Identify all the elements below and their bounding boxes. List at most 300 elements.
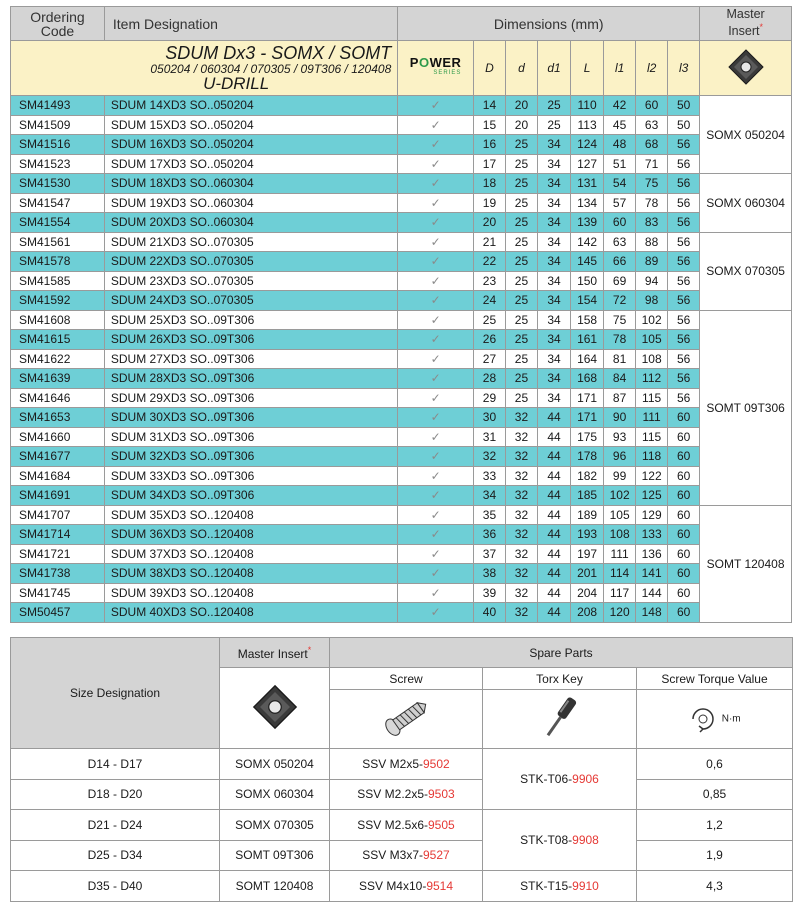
dim-L-cell: 150 (571, 271, 604, 291)
spare-parts-row (11, 871, 793, 902)
check-icon: ✓ (398, 115, 474, 135)
dim-header-l1: l1 (604, 41, 636, 96)
size-designation-cell: D21 - D24 (11, 810, 220, 841)
screw-code: 9503 (428, 787, 455, 802)
dim-L-cell: 171 (571, 408, 604, 428)
ordering-code-cell: SM41677 (11, 447, 105, 467)
dim-D-cell: 16 (473, 135, 505, 155)
torque-value-cell: 4,3 (637, 871, 793, 902)
ordering-code-cell: SM41523 (11, 154, 105, 174)
product-title-main: SDUM Dx3 - SOMX / SOMT (165, 42, 392, 63)
torx-key-header: Torx Key (483, 668, 637, 690)
dim-l1-cell: 72 (604, 291, 636, 311)
item-designation-cell: SDUM 30XD3 SO..09T306 (104, 408, 397, 428)
torque-unit: N·m (721, 713, 741, 725)
dim-l2-cell: 118 (636, 447, 668, 467)
dim-D-cell: 22 (473, 252, 505, 272)
ordering-code-cell: SM41493 (11, 96, 105, 116)
dim-l2-cell: 108 (636, 349, 668, 369)
dim-l1-cell: 105 (604, 505, 636, 525)
title-row (11, 41, 792, 96)
ordering-code-header (11, 7, 105, 41)
ordering-code-cell: SM41622 (11, 349, 105, 369)
dim-D-cell: 37 (473, 544, 505, 564)
dim-d-cell: 32 (505, 466, 537, 486)
dim-l2-cell: 125 (636, 486, 668, 506)
dim-l2-cell: 122 (636, 466, 668, 486)
item-designation-cell: SDUM 23XD3 SO..070305 (104, 271, 397, 291)
check-icon: ✓ (398, 525, 474, 545)
table-row (11, 291, 792, 311)
dim-l3-cell: 60 (668, 505, 700, 525)
dim-l1-cell: 78 (604, 330, 636, 350)
dim-d-cell: 32 (505, 408, 537, 428)
dim-D-cell: 33 (473, 466, 505, 486)
spare-parts-row (11, 779, 793, 810)
dim-L-cell: 145 (571, 252, 604, 272)
insert-icon (726, 47, 766, 87)
table-row (11, 232, 792, 252)
screw-base: SSV M2.2x5- (357, 787, 428, 802)
dim-d1-cell: 34 (537, 252, 570, 272)
item-designation-cell: SDUM 26XD3 SO..09T306 (104, 330, 397, 350)
dim-header-l3: l3 (668, 41, 700, 96)
dim-l3-cell: 60 (668, 583, 700, 603)
item-designation-cell: SDUM 28XD3 SO..09T306 (104, 369, 397, 389)
torx-key-image-cell (483, 690, 637, 749)
screw-base: SSV M2.5x6- (357, 817, 428, 832)
product-table (10, 6, 792, 623)
dim-d1-cell: 34 (537, 174, 570, 194)
dim-header-l2: l2 (636, 41, 668, 96)
table-row (11, 486, 792, 506)
screw-base: SSV M2x5- (362, 756, 423, 771)
check-icon: ✓ (398, 213, 474, 233)
table-row (11, 603, 792, 623)
dim-l3-cell: 60 (668, 486, 700, 506)
logo-p: P (409, 55, 419, 70)
dim-d1-cell: 34 (537, 135, 570, 155)
check-icon: ✓ (398, 369, 474, 389)
dim-D-cell: 26 (473, 330, 505, 350)
logo-o: O (418, 55, 430, 70)
item-designation-cell: SDUM 18XD3 SO..060304 (104, 174, 397, 194)
dim-d1-cell: 34 (537, 369, 570, 389)
dim-l1-cell: 45 (604, 115, 636, 135)
check-icon: ✓ (398, 96, 474, 116)
dim-d-cell: 25 (505, 310, 537, 330)
master-insert-cell: SOMX 070305 (220, 810, 330, 841)
dim-L-cell: 164 (571, 349, 604, 369)
dimensions-header: Dimensions (mm) (398, 7, 700, 41)
screw-code: 9527 (422, 848, 450, 863)
dim-d-cell: 20 (505, 115, 537, 135)
dim-l2-cell: 60 (636, 96, 668, 116)
dim-L-cell: 113 (571, 115, 604, 135)
screw-code: 9502 (422, 756, 450, 771)
dim-d1-cell: 34 (537, 232, 570, 252)
check-icon: ✓ (398, 193, 474, 213)
item-designation-cell: SDUM 32XD3 SO..09T306 (104, 447, 397, 467)
screw-base: SSV M3x7- (362, 848, 423, 863)
dim-l2-cell: 148 (636, 603, 668, 623)
item-designation-cell: SDUM 14XD3 SO..050204 (104, 96, 397, 116)
ordering-code-header-line1: Ordering (30, 8, 85, 25)
check-icon: ✓ (398, 135, 474, 155)
master-insert-cell: SOMT 120408 (220, 871, 330, 902)
check-icon: ✓ (398, 564, 474, 584)
check-icon: ✓ (398, 466, 474, 486)
dim-D-cell: 36 (473, 525, 505, 545)
dim-l1-cell: 120 (604, 603, 636, 623)
dim-l3-cell: 56 (668, 232, 700, 252)
dim-D-cell: 21 (473, 232, 505, 252)
table-row (11, 135, 792, 155)
screw-cell (330, 779, 483, 810)
dim-D-cell: 35 (473, 505, 505, 525)
table-row (11, 369, 792, 389)
dim-d-cell: 25 (505, 252, 537, 272)
dim-l3-cell: 56 (668, 213, 700, 233)
torque-value-cell: 0,6 (637, 749, 793, 780)
dim-d-cell: 25 (505, 330, 537, 350)
ordering-code-cell: SM41653 (11, 408, 105, 428)
dim-d1-cell: 34 (537, 271, 570, 291)
torx-key-base: STK-T06- (520, 772, 573, 786)
master-insert-cell: SOMT 09T306 (700, 310, 792, 505)
table-row (11, 388, 792, 408)
dim-l1-cell: 84 (604, 369, 636, 389)
dim-L-cell: 161 (571, 330, 604, 350)
check-icon: ✓ (398, 271, 474, 291)
item-designation-cell: SDUM 16XD3 SO..050204 (104, 135, 397, 155)
torque-icon (688, 704, 718, 734)
spare-header-row (11, 638, 793, 668)
check-icon: ✓ (398, 427, 474, 447)
table-row (11, 174, 792, 194)
dim-L-cell: 110 (571, 96, 604, 116)
dim-D-cell: 14 (473, 96, 505, 116)
screw-cell (330, 871, 483, 902)
check-icon: ✓ (398, 544, 474, 564)
dim-l2-cell: 129 (636, 505, 668, 525)
dim-d-cell: 25 (505, 271, 537, 291)
dim-l1-cell: 117 (604, 583, 636, 603)
dim-l3-cell: 56 (668, 135, 700, 155)
ordering-code-cell: SM41615 (11, 330, 105, 350)
table-row (11, 115, 792, 135)
ordering-code-cell: SM41639 (11, 369, 105, 389)
dim-l3-cell: 60 (668, 544, 700, 564)
dim-l1-cell: 51 (604, 154, 636, 174)
screw-cell (330, 810, 483, 841)
spare-parts-row (11, 840, 793, 871)
dim-d-cell: 25 (505, 291, 537, 311)
spare-parts-row (11, 810, 793, 841)
dim-l2-cell: 105 (636, 330, 668, 350)
dim-l2-cell: 133 (636, 525, 668, 545)
dim-L-cell: 193 (571, 525, 604, 545)
dim-d1-cell: 25 (537, 115, 570, 135)
dim-l3-cell: 56 (668, 252, 700, 272)
dim-l3-cell: 56 (668, 193, 700, 213)
check-icon: ✓ (398, 486, 474, 506)
dim-L-cell: 158 (571, 310, 604, 330)
check-icon: ✓ (398, 291, 474, 311)
dim-D-cell: 28 (473, 369, 505, 389)
item-designation-cell: SDUM 33XD3 SO..09T306 (104, 466, 397, 486)
dim-d-cell: 32 (505, 427, 537, 447)
table-row (11, 583, 792, 603)
dim-d1-cell: 34 (537, 193, 570, 213)
dim-l3-cell: 56 (668, 271, 700, 291)
dim-L-cell: 154 (571, 291, 604, 311)
table-row (11, 564, 792, 584)
dim-l1-cell: 96 (604, 447, 636, 467)
spare-parts-table (10, 637, 793, 902)
dim-D-cell: 38 (473, 564, 505, 584)
size-designation-header: Size Designation (11, 638, 220, 749)
dim-header-d: d (505, 41, 537, 96)
item-designation-cell: SDUM 27XD3 SO..09T306 (104, 349, 397, 369)
dim-d-cell: 32 (505, 525, 537, 545)
insert-header-image (700, 41, 792, 96)
ordering-code-cell: SM41516 (11, 135, 105, 155)
torque-value-cell: 1,2 (637, 810, 793, 841)
dim-l1-cell: 90 (604, 408, 636, 428)
ordering-code-cell: SM41660 (11, 427, 105, 447)
product-title-type: U-DRILL (203, 73, 270, 93)
dim-d1-cell: 34 (537, 310, 570, 330)
dim-D-cell: 18 (473, 174, 505, 194)
dim-l2-cell: 63 (636, 115, 668, 135)
dim-l2-cell: 115 (636, 427, 668, 447)
dim-l2-cell: 94 (636, 271, 668, 291)
table-row (11, 271, 792, 291)
dim-L-cell: 182 (571, 466, 604, 486)
item-designation-header: Item Designation (104, 7, 397, 41)
check-icon: ✓ (398, 388, 474, 408)
dim-d-cell: 32 (505, 564, 537, 584)
dim-l1-cell: 99 (604, 466, 636, 486)
dim-l2-cell: 78 (636, 193, 668, 213)
ordering-code-cell: SM41554 (11, 213, 105, 233)
dim-L-cell: 131 (571, 174, 604, 194)
dim-L-cell: 134 (571, 193, 604, 213)
dim-l3-cell: 56 (668, 310, 700, 330)
table-row (11, 349, 792, 369)
dim-d1-cell: 44 (537, 583, 570, 603)
dim-l1-cell: 75 (604, 310, 636, 330)
ordering-code-cell: SM41738 (11, 564, 105, 584)
dim-L-cell: 168 (571, 369, 604, 389)
check-icon: ✓ (398, 603, 474, 623)
torque-value-cell: 1,9 (637, 840, 793, 871)
dim-l1-cell: 114 (604, 564, 636, 584)
item-designation-cell: SDUM 15XD3 SO..050204 (104, 115, 397, 135)
dim-l1-cell: 108 (604, 525, 636, 545)
torx-key-base: STK-T15- (520, 878, 573, 893)
dim-d1-cell: 44 (537, 486, 570, 506)
dim-l3-cell: 56 (668, 388, 700, 408)
dim-d1-cell: 44 (537, 408, 570, 428)
dim-L-cell: 197 (571, 544, 604, 564)
dim-d-cell: 32 (505, 447, 537, 467)
table-row (11, 408, 792, 428)
item-designation-cell: SDUM 37XD3 SO..120408 (104, 544, 397, 564)
table-row (11, 330, 792, 350)
check-icon: ✓ (398, 505, 474, 525)
dim-d1-cell: 34 (537, 291, 570, 311)
table-row (11, 154, 792, 174)
insert-image-cell (220, 668, 330, 749)
size-designation-cell: D18 - D20 (11, 779, 220, 810)
item-designation-cell: SDUM 19XD3 SO..060304 (104, 193, 397, 213)
master-insert-header-line1: Master (726, 7, 765, 22)
dim-l2-cell: 68 (636, 135, 668, 155)
dim-l2-cell: 88 (636, 232, 668, 252)
dim-d-cell: 25 (505, 369, 537, 389)
ordering-code-cell: SM41707 (11, 505, 105, 525)
dim-D-cell: 24 (473, 291, 505, 311)
ordering-code-cell: SM41608 (11, 310, 105, 330)
dim-D-cell: 17 (473, 154, 505, 174)
dim-l2-cell: 98 (636, 291, 668, 311)
dim-L-cell: 127 (571, 154, 604, 174)
ordering-code-cell: SM41578 (11, 252, 105, 272)
dim-D-cell: 27 (473, 349, 505, 369)
dim-l2-cell: 102 (636, 310, 668, 330)
logo-series: SERIES (433, 70, 462, 76)
dim-l2-cell: 141 (636, 564, 668, 584)
torx-key-code: 9906 (572, 772, 599, 786)
dim-l3-cell: 56 (668, 154, 700, 174)
dim-l1-cell: 48 (604, 135, 636, 155)
screw-code: 9505 (428, 817, 455, 832)
spare-parts-header: Spare Parts (330, 638, 793, 668)
dim-d1-cell: 44 (537, 603, 570, 623)
check-icon: ✓ (398, 349, 474, 369)
dim-L-cell: 175 (571, 427, 604, 447)
item-designation-cell: SDUM 35XD3 SO..120408 (104, 505, 397, 525)
torx-key-code: 9910 (572, 878, 599, 893)
product-title (11, 41, 398, 96)
dim-L-cell: 171 (571, 388, 604, 408)
dim-l3-cell: 60 (668, 525, 700, 545)
dim-d1-cell: 44 (537, 427, 570, 447)
dim-D-cell: 30 (473, 408, 505, 428)
dim-D-cell: 31 (473, 427, 505, 447)
ordering-code-cell: SM41509 (11, 115, 105, 135)
dim-l3-cell: 50 (668, 115, 700, 135)
screw-cell (330, 840, 483, 871)
dim-L-cell: 178 (571, 447, 604, 467)
dim-l3-cell: 60 (668, 408, 700, 428)
dim-d-cell: 32 (505, 583, 537, 603)
screw-image-cell (330, 690, 483, 749)
item-designation-cell: SDUM 22XD3 SO..070305 (104, 252, 397, 272)
dim-l3-cell: 60 (668, 447, 700, 467)
dim-l1-cell: 60 (604, 213, 636, 233)
table-row (11, 505, 792, 525)
master-insert-col-label: Master Insert (237, 646, 308, 661)
torx-key-base: STK-T08- (520, 833, 573, 847)
ordering-code-cell: SM41530 (11, 174, 105, 194)
ordering-code-cell: SM41561 (11, 232, 105, 252)
dim-d1-cell: 34 (537, 213, 570, 233)
check-icon: ✓ (398, 583, 474, 603)
dim-l1-cell: 81 (604, 349, 636, 369)
dim-D-cell: 20 (473, 213, 505, 233)
dim-l1-cell: 66 (604, 252, 636, 272)
dim-d-cell: 25 (505, 349, 537, 369)
ordering-code-cell: SM50457 (11, 603, 105, 623)
dim-l3-cell: 56 (668, 369, 700, 389)
dim-D-cell: 15 (473, 115, 505, 135)
dim-d-cell: 32 (505, 603, 537, 623)
master-insert-cell: SOMX 060304 (700, 174, 792, 233)
dim-l1-cell: 102 (604, 486, 636, 506)
screw-header: Screw (330, 668, 483, 690)
dim-header-L: L (571, 41, 604, 96)
screw-torque-header: Screw Torque Value (637, 668, 793, 690)
master-insert-cell: SOMX 070305 (700, 232, 792, 310)
spare-parts-row (11, 749, 793, 780)
dim-d-cell: 25 (505, 388, 537, 408)
dim-d-cell: 20 (505, 96, 537, 116)
master-insert-cell: SOMT 09T306 (220, 840, 330, 871)
ordering-code-cell: SM41745 (11, 583, 105, 603)
dim-l3-cell: 60 (668, 466, 700, 486)
table-row (11, 525, 792, 545)
dim-d1-cell: 34 (537, 330, 570, 350)
item-designation-cell: SDUM 17XD3 SO..050204 (104, 154, 397, 174)
dim-l2-cell: 112 (636, 369, 668, 389)
check-icon: ✓ (398, 154, 474, 174)
item-designation-cell: SDUM 25XD3 SO..09T306 (104, 310, 397, 330)
table-row (11, 96, 792, 116)
dim-l1-cell: 63 (604, 232, 636, 252)
dim-header-d1: d1 (537, 41, 570, 96)
dim-d1-cell: 44 (537, 505, 570, 525)
dim-d-cell: 32 (505, 486, 537, 506)
dim-l3-cell: 56 (668, 349, 700, 369)
screw-base: SSV M4x10- (358, 878, 427, 893)
dim-d-cell: 32 (505, 505, 537, 525)
dim-l1-cell: 111 (604, 544, 636, 564)
check-icon: ✓ (398, 174, 474, 194)
dim-l1-cell: 87 (604, 388, 636, 408)
dim-l3-cell: 60 (668, 564, 700, 584)
dim-d1-cell: 25 (537, 96, 570, 116)
product-title-sizes: 050204 / 060304 / 070305 / 09T306 / 120408 (150, 61, 392, 76)
item-designation-cell: SDUM 36XD3 SO..120408 (104, 525, 397, 545)
ordering-code-cell: SM41691 (11, 486, 105, 506)
table-row (11, 213, 792, 233)
item-designation-cell: SDUM 38XD3 SO..120408 (104, 564, 397, 584)
dim-L-cell: 201 (571, 564, 604, 584)
dim-l2-cell: 111 (636, 408, 668, 428)
dim-d-cell: 25 (505, 193, 537, 213)
master-insert-cell: SOMX 050204 (700, 96, 792, 174)
torx-key-code: 9908 (572, 833, 599, 847)
dim-d-cell: 25 (505, 135, 537, 155)
dim-d-cell: 25 (505, 154, 537, 174)
table-header-row (11, 7, 792, 41)
dim-l1-cell: 54 (604, 174, 636, 194)
dim-l1-cell: 69 (604, 271, 636, 291)
item-designation-cell: SDUM 24XD3 SO..070305 (104, 291, 397, 311)
